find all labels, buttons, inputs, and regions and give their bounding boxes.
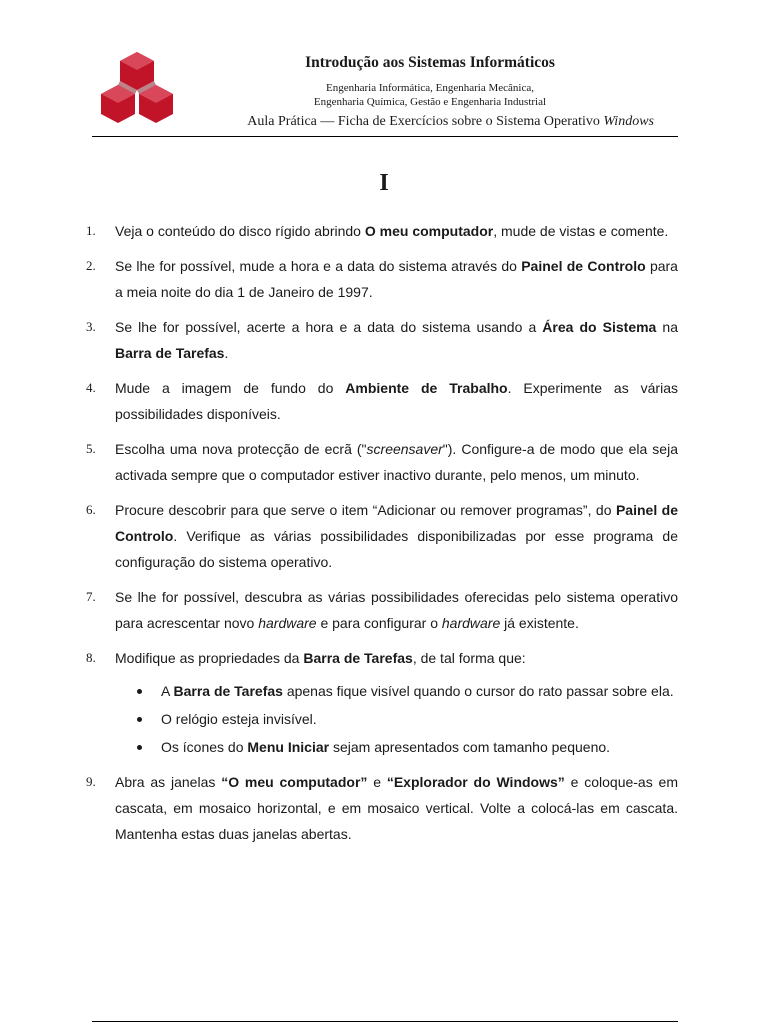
sublist-item: A Barra de Tarefas apenas fique visível quando o cursor do rato passar sobre ela. bbox=[115, 678, 678, 704]
bullet-icon bbox=[137, 745, 142, 750]
exercise-item: 2. Se lhe for possível, mude a hora e a data do sistema através do Painel de Controlo para a meia noite do dia 1 de Janeiro de 1997. bbox=[86, 253, 678, 305]
exercise-item: 3. Se lhe for possível, acerte a hora e a data do sistema usando a Área do Sistema na Barra de Tarefas. bbox=[86, 314, 678, 366]
exercise-item: 4. Mude a imagem de fundo do Ambiente de Trabalho. Experimente as várias possibilidades disponíveis. bbox=[86, 375, 678, 427]
exercise-number: 3. bbox=[86, 319, 96, 334]
footer-divider bbox=[92, 1021, 678, 1022]
programmes-line-2: Engenharia Química, Gestão e Engenharia Industrial bbox=[313, 96, 547, 108]
exercise-number: 2. bbox=[86, 258, 96, 273]
sublist-item: Os ícones do Menu Iniciar sejam apresentados com tamanho pequeno. bbox=[115, 734, 678, 760]
exercise-item: 6. Procure descobrir para que serve o item “Adicionar ou remover programas”, do Painel de Controlo. Verifique as várias possibilidades disponibilizadas por esse programa de configuração do sistema operativo. bbox=[86, 497, 678, 575]
exercise-sublist bbox=[115, 678, 678, 760]
section-heading: I bbox=[379, 170, 389, 196]
header-divider bbox=[92, 136, 678, 137]
exercise-item: 1. Veja o conteúdo do disco rígido abrindo O meu computador, mude de vistas e comente. bbox=[86, 218, 678, 244]
exercise-number: 6. bbox=[86, 502, 96, 517]
exercise-number: 9. bbox=[86, 774, 96, 789]
exercise-number: 1. bbox=[86, 223, 96, 238]
course-programmes bbox=[230, 81, 630, 109]
worksheet-subtitle bbox=[92, 114, 654, 130]
sublist-item: O relógio esteja invisível. bbox=[115, 706, 678, 732]
bullet-icon bbox=[137, 717, 142, 722]
exercise-item: 9. Abra as janelas “O meu computador” e “Explorador do Windows” e coloque-as em cascata, em mosaico horizontal, e em mosaico vertical. Volte a colocá-las em cascata. Mantenha estas duas janelas abertas. bbox=[86, 769, 678, 847]
worksheet-subtitle-text: Aula Prática — Ficha de Exercícios sobre o Sistema Operativo bbox=[247, 114, 604, 129]
bullet-icon bbox=[137, 689, 142, 694]
exercise-number: 4. bbox=[86, 380, 96, 395]
exercise-item: 7. Se lhe for possível, descubra as várias possibilidades oferecidas pelo sistema operativo para acrescentar novo hardware e para configurar o hardware já existente. bbox=[86, 584, 678, 636]
course-title: Introdução aos Sistemas Informáticos bbox=[305, 54, 555, 71]
programmes-line-1: Engenharia Informática, Engenharia Mecânica, bbox=[326, 82, 534, 94]
exercise-number: 8. bbox=[86, 650, 96, 665]
exercise-number: 5. bbox=[86, 441, 96, 456]
exercise-number: 7. bbox=[86, 589, 96, 604]
exercise-item: 8. Modifique as propriedades da Barra de Tarefas, de tal forma que: A Barra de Tarefas apenas fique visível quando o cursor do rato passar sobre ela. O relógio esteja invisível. Os ícones do Menu Iniciar sejam apresentados com tamanho pequeno. bbox=[86, 645, 678, 760]
worksheet-subtitle-os: Windows bbox=[603, 114, 654, 129]
exercise-list bbox=[86, 218, 678, 847]
exercise-item: 5. Escolha uma nova protecção de ecrã ("screensaver"). Configure-a de modo que ela seja activada sempre que o computador estiver inactivo durante, pelo menos, um minuto. bbox=[86, 436, 678, 488]
